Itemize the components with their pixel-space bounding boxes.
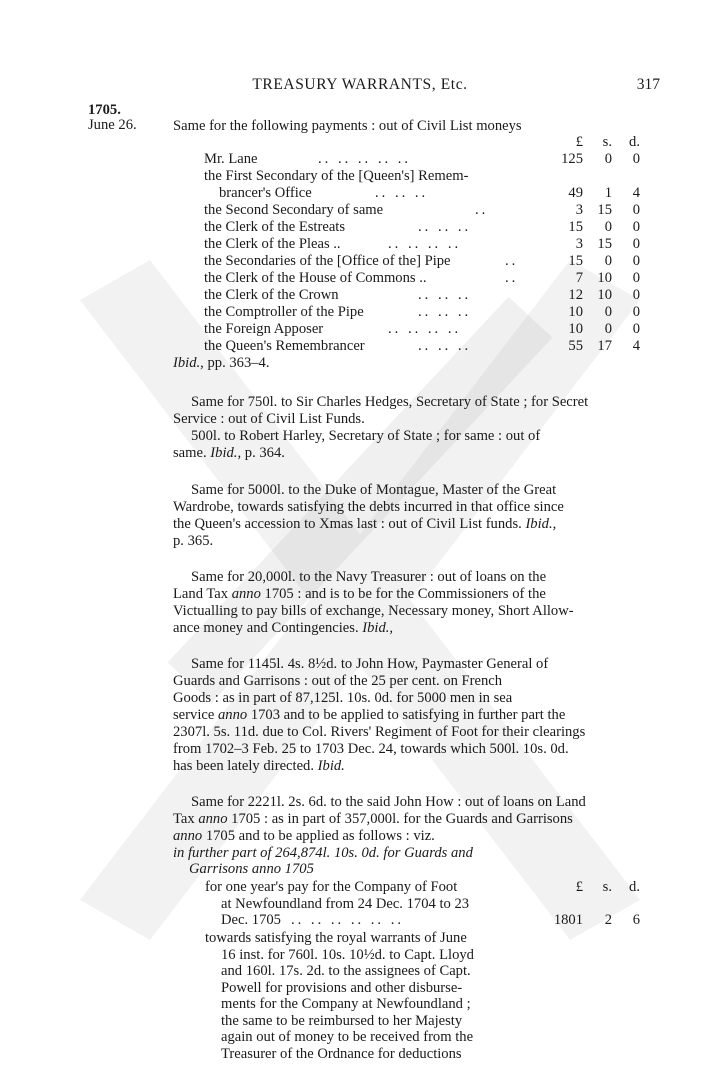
margin-date: June 26. [88, 117, 137, 133]
para-line [173, 620, 641, 637]
text-run: 1705 : as in part of 357,000l. for the Guards and Garrisons [227, 811, 573, 827]
table-row [0, 338, 720, 355]
text-run: the Queen's accession to Xmas last : out of Civil List funds. [173, 516, 526, 532]
text-run: anno [217, 707, 248, 723]
para-line: Goods : as in part of 87,125l. 10s. 0d. for 5000 men in sea [173, 690, 513, 706]
leader-dots: .. [505, 253, 519, 269]
ibid-ref: Ibid. [317, 758, 345, 774]
amount-pence: 0 [632, 151, 640, 167]
table-row [0, 270, 720, 287]
payee-label: the First Secondary of the [Queen's] Remem- [204, 168, 469, 184]
amount-shillings: 10 [597, 287, 612, 303]
para-line: Wardrobe, towards satisfying the debts incurred in that office since [173, 499, 564, 515]
shillings-header: s. [602, 879, 612, 895]
page-ref: , p. 364. [237, 445, 285, 461]
running-header [60, 76, 660, 96]
entry1-intro: Same for the following payments : out of Civil List moneys [173, 118, 522, 134]
leader-dots: .. [475, 202, 489, 218]
text-run: anno [173, 828, 203, 844]
entry5-paragraph [173, 656, 641, 775]
text-run: Land Tax [173, 586, 232, 602]
para-line: Guards and Garrisons : out of the 25 per cent. on French [173, 673, 503, 689]
table-row [0, 202, 720, 219]
amount-pence: 0 [632, 253, 640, 269]
text-run: 1705 : and is to be for the Commissioners of the [260, 586, 546, 602]
amount-pounds: 15 [568, 219, 583, 235]
leader-dots: .. .. .. .. .. .. [290, 912, 405, 928]
leader-dots: .. .. .. [375, 185, 429, 201]
para-line: Same for 5000l. to the Duke of Montague, Master of the Great [191, 482, 557, 498]
item-line: again out of money to be received from the [221, 1029, 474, 1045]
leader-dots: .. .. .. [418, 304, 472, 320]
entry2-paragraph [173, 394, 641, 462]
amount-shillings: 1 [604, 185, 612, 201]
amount-pence: 0 [632, 304, 640, 320]
text-run: service [173, 707, 218, 723]
header-title: TREASURY WARRANTS, Etc. [252, 76, 468, 93]
entry1-reference [173, 355, 270, 372]
leader-dots: .. .. .. [418, 338, 472, 354]
margin-year: 1705. [88, 102, 121, 118]
amount-pounds: 1801 [553, 912, 583, 928]
amount-shillings: 0 [604, 253, 612, 269]
item-line: for one year's pay for the Company of Foot [205, 879, 458, 895]
para-line: Same for 1145l. 4s. 8½d. to John How, Paymaster General of [191, 656, 549, 672]
ibid-ref: Ibid., [525, 516, 557, 532]
entry4-paragraph [173, 569, 641, 637]
para-line: from 1702–3 Feb. 25 to 1703 Dec. 24, towards which 500l. 10s. 0d. [173, 741, 569, 757]
amount-shillings: 0 [604, 304, 612, 320]
text-run: ance money and Contingencies. [173, 620, 363, 636]
para-line [173, 707, 641, 724]
item-line: ments for the Company at Newfoundland ; [221, 996, 471, 1012]
item-line: Powell for provisions and other disburse- [221, 979, 463, 996]
amount-pounds: 125 [561, 151, 583, 167]
para-line: Victualling to pay bills of exchange, Necessary money, Short Allow- [173, 603, 574, 619]
amount-pounds: 12 [568, 287, 583, 303]
text-run: anno [198, 811, 228, 827]
table-row [0, 185, 720, 202]
item-line: towards satisfying the royal warrants of June [205, 930, 467, 946]
shillings-header: s. [602, 134, 612, 150]
para-line: Same for 750l. to Sir Charles Hedges, Secretary of State ; for Secret [191, 394, 589, 410]
amount-shillings: 15 [597, 202, 612, 218]
amount-pence: 0 [632, 219, 640, 235]
para-line [173, 445, 641, 462]
table-row [0, 151, 720, 168]
amount-shillings: 15 [597, 236, 612, 252]
item-line: at Newfoundland from 24 Dec. 1704 to 23 [221, 895, 470, 912]
para-line: Service : out of Civil List Funds. [173, 411, 365, 427]
amount-pounds: 10 [568, 321, 583, 337]
payee-label: the Secondaries of the [Office of the] Pipe [204, 253, 451, 269]
subheading: in further part of 264,874l. 10s. 0d. for Guards and [173, 845, 473, 861]
payee-label: the Queen's Remembrancer [204, 338, 365, 354]
pounds-header: £ [575, 879, 583, 895]
page-ref: , pp. 363–4. [200, 355, 270, 371]
payee-label: the Clerk of the Estreats [204, 219, 346, 235]
amount-pence: 0 [632, 236, 640, 252]
text-run: anno [231, 586, 261, 602]
amount-pence: 6 [632, 912, 640, 928]
text-run: 1703 and to be applied to satisfying in further part the [247, 707, 566, 723]
pence-header: d. [629, 879, 640, 895]
table-row [0, 287, 720, 304]
leader-dots: .. [505, 270, 519, 286]
para-line: 2307l. 5s. 11d. due to Col. Rivers' Regiment of Foot for their clearings [173, 724, 586, 740]
amount-shillings: 17 [597, 338, 612, 354]
amount-pence: 4 [632, 338, 640, 354]
text-run: 1705 and to be applied as follows : viz. [202, 828, 435, 844]
amount-pence: 0 [632, 321, 640, 337]
amount-shillings: 10 [597, 270, 612, 286]
table-row [0, 236, 720, 253]
text-run: Tax [173, 811, 199, 827]
leader-dots: .. .. .. [418, 219, 472, 235]
amount-shillings: 0 [604, 321, 612, 337]
para-line: 500l. to Robert Harley, Secretary of State ; for same : out of [191, 428, 541, 444]
payee-label: the Clerk of the House of Commons .. [204, 270, 427, 286]
amount-pounds: 3 [575, 236, 583, 252]
para-line [173, 516, 641, 533]
text-run: Dec. 1705 [221, 912, 281, 928]
entry6-paragraph [173, 794, 641, 845]
payee-label: the Clerk of the Crown [204, 287, 339, 303]
amount-pence: 4 [632, 185, 640, 201]
payee-label: the Clerk of the Pleas .. [204, 236, 341, 252]
para-line [173, 828, 641, 845]
amount-pounds: 49 [568, 185, 583, 201]
payee-label: brancer's Office [219, 185, 312, 201]
text-run: same. [173, 445, 211, 461]
subheading: Garrisons anno 1705 [189, 861, 314, 877]
amount-pounds: 15 [568, 253, 583, 269]
ibid-ref: Ibid., [362, 620, 394, 636]
para-line [173, 811, 641, 828]
amount-pounds: 3 [575, 202, 583, 218]
amount-shillings: 0 [604, 151, 612, 167]
item-line: 16 inst. for 760l. 10s. 10½d. to Capt. Lloyd [221, 946, 474, 963]
amount-pounds: 7 [575, 270, 583, 286]
leader-dots: .. .. .. .. .. [318, 151, 412, 167]
amount-pence: 0 [632, 287, 640, 303]
page-number: 317 [636, 76, 660, 93]
table-row [0, 321, 720, 338]
para-line: Same for 20,000l. to the Navy Treasurer : out of loans on the [191, 569, 547, 585]
leader-dots: .. .. .. .. [388, 236, 462, 252]
table-row [0, 304, 720, 321]
payee-label: Mr. Lane [204, 151, 258, 167]
amount-pence: 0 [632, 270, 640, 286]
item-line: and 160l. 17s. 2d. to the assignees of Capt. [221, 963, 471, 979]
item-line [205, 912, 535, 929]
table-row [0, 219, 720, 236]
para-line: p. 365. [173, 533, 214, 549]
amount-pounds: 10 [568, 304, 583, 320]
amount-shillings: 0 [604, 219, 612, 235]
payee-label: the Comptroller of the Pipe [204, 304, 364, 320]
item-line: the same to be reimbursed to her Majesty [221, 1012, 463, 1029]
ibid-ref: Ibid. [210, 445, 238, 461]
amount-shillings: 2 [604, 912, 612, 928]
table-row [0, 168, 720, 185]
item-line: Treasurer of the Ordnance for deductions [221, 1045, 462, 1062]
para-line [173, 758, 641, 775]
para-line: Same for 2221l. 2s. 6d. to the said John How : out of loans on Land [191, 794, 586, 810]
leader-dots: .. .. .. .. [388, 321, 462, 337]
leader-dots: .. .. .. [418, 287, 472, 303]
payee-label: the Foreign Apposer [204, 321, 324, 337]
amount-pence: 0 [632, 202, 640, 218]
ibid-ref: Ibid. [173, 355, 201, 371]
entry3-paragraph [173, 482, 641, 550]
table-row [0, 253, 720, 270]
pounds-header: £ [575, 134, 583, 150]
pence-header: d. [629, 134, 640, 150]
payee-label: the Second Secondary of same [204, 202, 384, 218]
item1-text [205, 879, 535, 929]
amount-pounds: 55 [568, 338, 583, 354]
item2-text [205, 930, 535, 1062]
para-line [173, 586, 641, 603]
text-run: has been lately directed. [173, 758, 318, 774]
